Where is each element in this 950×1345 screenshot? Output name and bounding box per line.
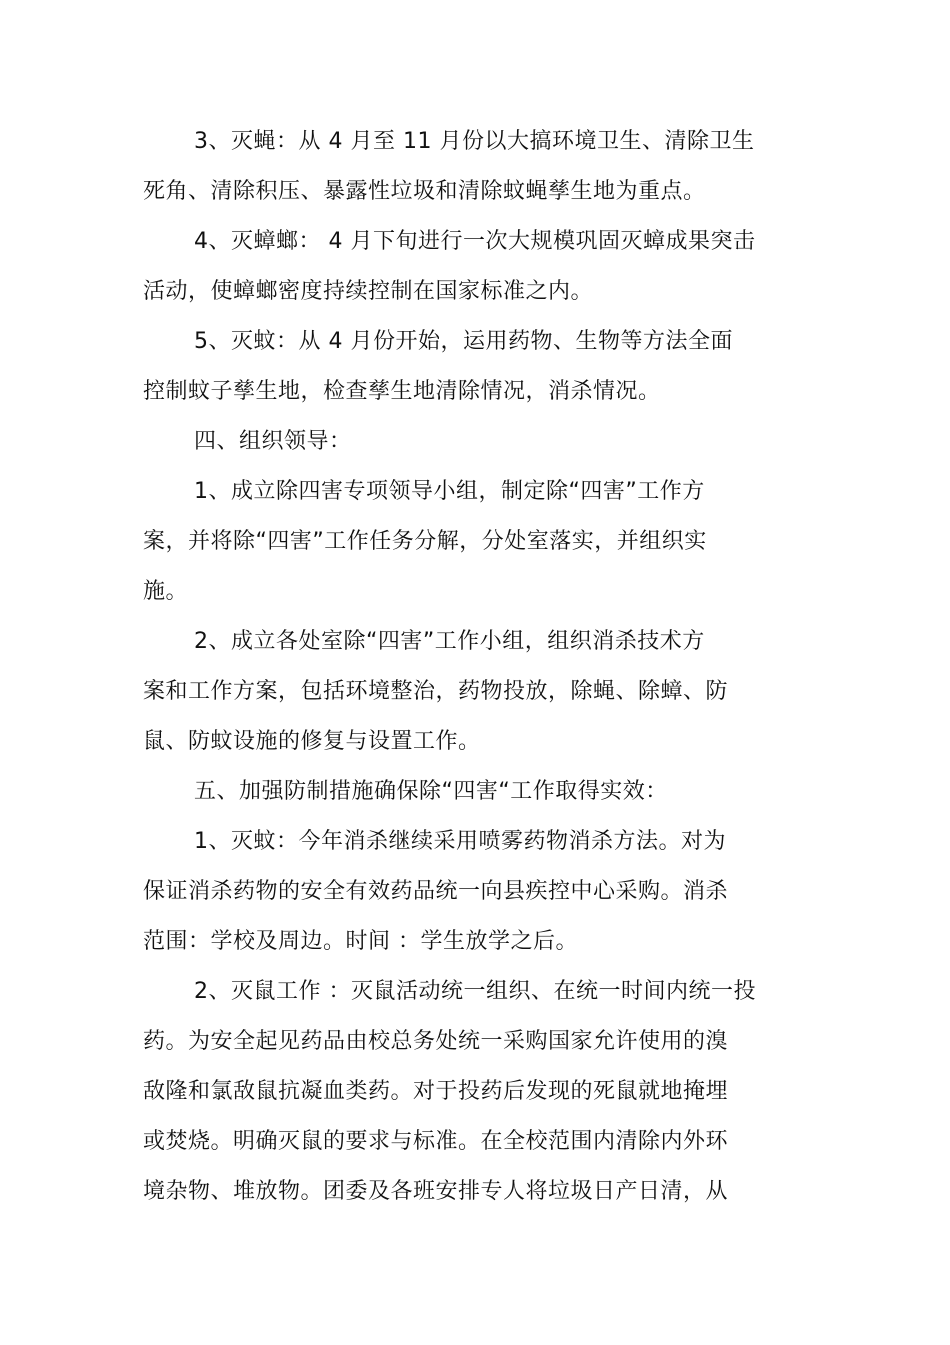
section-heading: 四、组织领导： xyxy=(194,429,352,454)
text-line: 境杂物、堆放物。团委及各班安排专人将垃圾日产日清，从 xyxy=(143,1179,729,1204)
text-line: 控制蚊子孳生地，检查孳生地清除情况，消杀情况。 xyxy=(143,379,661,404)
text-line: 敌隆和氯敌鼠抗凝血类药。对于投药后发现的死鼠就地掩埋 xyxy=(143,1079,729,1104)
text-line: 3、灭蝇：从 4 月至 11 月份以大搞环境卫生、清除卫生 xyxy=(194,129,755,154)
text-line: 死角、清除积压、暴露性垃圾和清除蚊蝇孳生地为重点。 xyxy=(143,179,706,204)
text-line: 1、成立除四害专项领导小组，制定除“四害”工作方 xyxy=(194,479,705,504)
text-line: 4、灭蟑螂： 4 月下旬进行一次大规模巩固灭蟑成果突击 xyxy=(194,229,756,254)
text-line: 2、灭鼠工作 ：灭鼠活动统一组织、在统一时间内统一投 xyxy=(194,979,756,1004)
text-line: 施。 xyxy=(143,579,189,604)
text-line: 1、灭蚊：今年消杀继续采用喷雾药物消杀方法。对为 xyxy=(194,829,726,854)
text-line: 2、成立各处室除“四害”工作小组，组织消杀技术方 xyxy=(194,629,705,654)
text-line: 案和工作方案，包括环境整治，药物投放，除蝇、除蟑、防 xyxy=(143,679,729,704)
text-line: 保证消杀药物的安全有效药品统一向县疾控中心采购。消杀 xyxy=(143,879,729,904)
text-line: 范围：学校及周边。时间 ：学生放学之后。 xyxy=(143,929,578,954)
text-line: 或焚烧。明确灭鼠的要求与标准。在全校范围内清除内外环 xyxy=(143,1129,729,1154)
text-line: 药。为安全起见药品由校总务处统一采购国家允许使用的溴 xyxy=(143,1029,729,1054)
text-line: 5、灭蚊：从 4 月份开始，运用药物、生物等方法全面 xyxy=(194,329,733,354)
text-line: 案，并将除“四害”工作任务分解，分处室落实，并组织实 xyxy=(143,529,707,554)
text-line: 鼠、防蚊设施的修复与设置工作。 xyxy=(143,729,481,754)
text-line: 活动，使蟑螂密度持续控制在国家标准之内。 xyxy=(143,279,594,304)
section-heading: 五、加强防制措施确保除“四害“工作取得实效： xyxy=(194,779,668,804)
